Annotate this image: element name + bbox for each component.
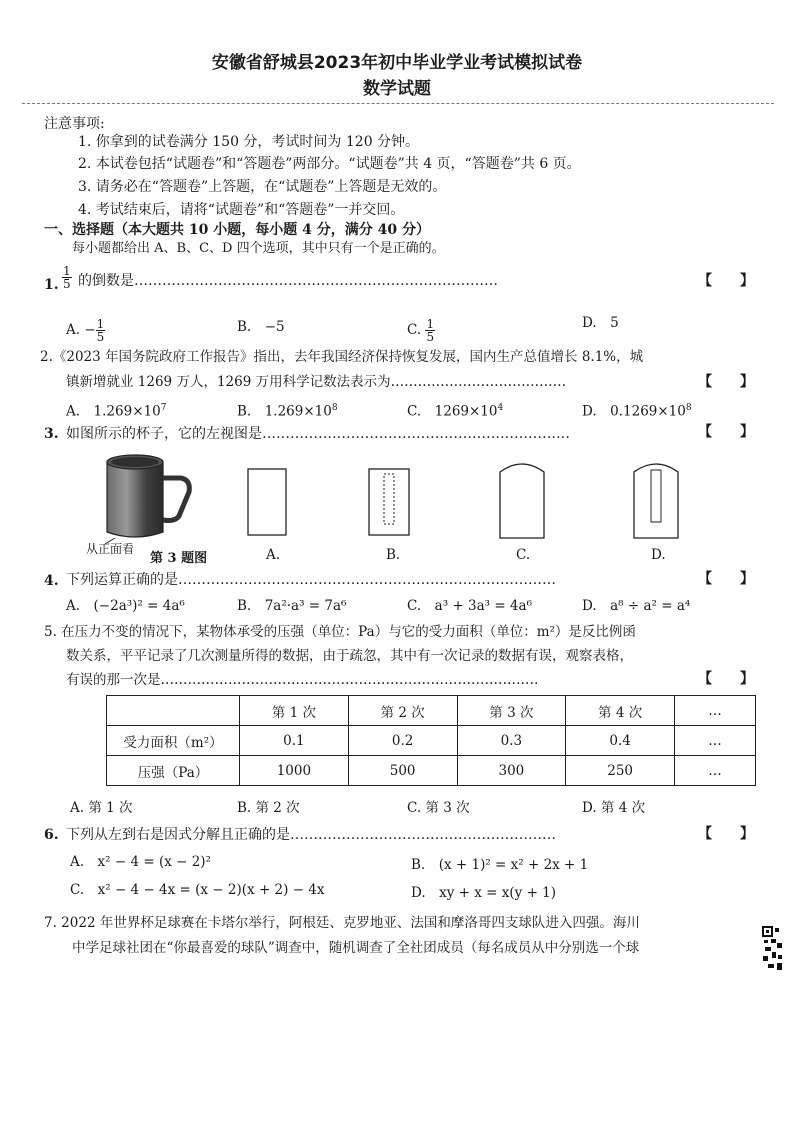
q2-option-c — [407, 399, 503, 421]
exam-subtitle: 数学试题 — [363, 79, 431, 99]
q5-option-b: B. 第 2 次 — [237, 800, 300, 816]
table-header-cell: 第 4 次 — [566, 696, 675, 726]
q5-option-d: D. 第 4 次 — [582, 800, 646, 816]
cup-figure — [95, 450, 205, 545]
q1-frac-den: 5 — [63, 277, 71, 291]
q5-line-3: 有误的那一次是………………………………………………………………………… — [66, 672, 539, 688]
table-header-cell: 第 3 次 — [457, 696, 566, 726]
table-cell: 0.1 — [240, 726, 349, 756]
table-header-cell: 第 2 次 — [348, 696, 457, 726]
table-cell: 0.4 — [566, 726, 675, 756]
q2-option-a-base: A. 1.269×10 — [66, 403, 161, 420]
q6-option-d: D. xy + x = x(y + 1) — [411, 885, 557, 901]
table-header-row — [107, 696, 756, 726]
table-header-cell: 第 1 次 — [240, 696, 349, 726]
q1-option-a-num: 1 — [96, 317, 105, 331]
q2-option-a — [66, 399, 166, 421]
q2-answer-bracket: 【 】 — [698, 374, 754, 390]
q2-option-d-base: D. 0.1269×10 — [582, 403, 686, 420]
q1-option-a-sign: − — [84, 322, 96, 338]
q4-stem: 下列运算正确的是……………………………………………………………………… — [66, 572, 556, 588]
table-cell: 0.3 — [457, 726, 566, 756]
q2-option-a-exp: 7 — [160, 403, 167, 413]
q1-option-b: B. −5 — [237, 319, 285, 335]
notice-item-4: 4. 考试结束后，请将“试题卷”和“答题卷”一并交回。 — [78, 202, 405, 218]
q6-stem: 下列从左到右是因式分解且正确的是………………………………………………… — [66, 827, 556, 843]
table-header-cell — [107, 696, 240, 726]
pressure-table — [106, 695, 756, 786]
q6-option-c: C. x² − 4 − 4x = (x − 2)(x + 2) − 4x — [70, 882, 325, 898]
q4-option-b: B. 7a²·a³ = 7a⁶ — [237, 598, 347, 614]
q1-fraction — [62, 265, 72, 290]
notice-item-1: 1. 你拿到的试卷满分 150 分，考试时间为 120 分钟。 — [78, 134, 420, 150]
table-cell: 受力面积（m²） — [107, 726, 240, 756]
q3-number: 3. — [44, 426, 59, 442]
q2-option-c-base: C. 1269×10 — [407, 403, 498, 420]
q5-answer-bracket: 【 】 — [698, 671, 754, 687]
q3-label-b: B. — [386, 547, 401, 563]
q1-option-c-label: C. — [407, 322, 422, 338]
q3-stem: 如图所示的杯子，它的左视图是………………………………………………………… — [66, 426, 570, 442]
table-cell: … — [675, 726, 756, 756]
table-cell: … — [675, 756, 756, 786]
table-cell: 500 — [348, 756, 457, 786]
q1-option-a-label: A. — [66, 322, 81, 338]
section-heading: 一、选择题（本大题共 10 小题，每小题 4 分，满分 40 分） — [44, 222, 430, 238]
q1-option-a — [66, 318, 105, 343]
q2-option-b-exp: 8 — [331, 403, 338, 413]
table-cell: 0.2 — [348, 726, 457, 756]
q2-line-2: 镇新增就业 1269 万人，1269 万用科学记数法表示为………………………………… — [66, 374, 567, 390]
q6-number: 6. — [44, 827, 59, 843]
qr-code-fragment — [762, 925, 784, 973]
exam-title: 安徽省舒城县2023年初中毕业学业考试模拟试卷 — [211, 53, 583, 73]
q1-number: 1. — [44, 277, 59, 293]
table-row — [107, 756, 756, 786]
q2-option-d — [582, 399, 692, 421]
q1-option-d: D. 5 — [582, 315, 619, 331]
q5-line-1: 5. 在压力不变的情况下，某物体承受的压强（单位：Pa）与它的受力面积（单位：m²）是反比例函 — [44, 624, 636, 640]
q2-option-b — [237, 399, 338, 421]
q1-frac-num: 1 — [63, 264, 71, 278]
q4-option-d: D. a⁸ ÷ a² = a⁴ — [582, 598, 691, 614]
q1-option-a-den: 5 — [96, 330, 105, 344]
option-a-view — [247, 468, 287, 538]
q7-line-2: 中学足球社团在“你最喜爱的球队”调查中，随机调查了全社团成员（每名成员从中分别选一个球 — [72, 940, 640, 956]
option-b-view — [368, 468, 410, 538]
q2-option-d-exp: 8 — [685, 403, 692, 413]
q1-stem: 的倒数是…………………………………………………………………… — [78, 273, 498, 289]
table-cell: 1000 — [240, 756, 349, 786]
q1-option-c — [407, 318, 435, 343]
q6-option-a: A. x² − 4 = (x − 2)² — [70, 854, 211, 870]
table-cell: 250 — [566, 756, 675, 786]
q2-option-c-exp: 4 — [497, 403, 504, 413]
q3-label-d: D. — [651, 547, 666, 563]
q6-answer-bracket: 【 】 — [698, 826, 754, 842]
header-divider — [22, 103, 774, 104]
notice-item-2: 2. 本试卷包括“试题卷”和“答题卷”两部分。“试题卷”共 4 页，“答题卷”共 6 页。 — [78, 156, 581, 172]
notice-heading: 注意事项: — [44, 116, 105, 132]
table-cell: 300 — [457, 756, 566, 786]
figure-caption: 第 3 题图 — [150, 551, 208, 566]
table-cell: 压强（Pa） — [107, 756, 240, 786]
notice-item-3: 3. 请务必在“答题卷”上答题，在“试题卷”上答题是无效的。 — [78, 179, 447, 195]
q3-label-a: A. — [266, 547, 281, 563]
option-d-view — [633, 460, 679, 540]
q2-line-1: 2.《2023 年国务院政府工作报告》指出，去年我国经济保持恢复发展，国内生产总值增长 8.1%，城 — [40, 349, 644, 365]
table-header-cell: … — [675, 696, 756, 726]
q3-label-c: C. — [516, 547, 531, 563]
q7-line-1: 7. 2022 年世界杯足球赛在卡塔尔举行，阿根廷、克罗地亚、法国和摩洛哥四支球队进入四强。海川 — [44, 915, 640, 931]
q5-line-2: 数关系，平平记录了几次测量所得的数据，由于疏忽，其中有一次记录的数据有误，观察表格， — [66, 648, 633, 664]
q4-option-a: A. (−2a³)² = 4a⁶ — [66, 598, 185, 614]
q4-option-c: C. a³ + 3a³ = 4a⁶ — [407, 598, 532, 614]
option-c-view — [499, 460, 545, 540]
q2-option-b-base: B. 1.269×10 — [237, 403, 332, 420]
q5-option-a: A. 第 1 次 — [70, 800, 133, 816]
q3-answer-bracket: 【 】 — [698, 424, 754, 440]
section-instruction: 每小题都给出 A、B、C、D 四个选项，其中只有一个是正确的。 — [72, 241, 445, 256]
q1-answer-bracket: 【 】 — [698, 273, 754, 289]
table-row — [107, 726, 756, 756]
cup-view-label: 从正面看 — [86, 542, 135, 556]
q1-option-c-num: 1 — [426, 317, 435, 331]
q6-option-b: B. (x + 1)² = x² + 2x + 1 — [411, 857, 589, 873]
q4-number: 4. — [44, 573, 59, 589]
q4-answer-bracket: 【 】 — [698, 571, 754, 587]
q5-option-c: C. 第 3 次 — [407, 800, 470, 816]
q1-option-c-den: 5 — [426, 330, 435, 344]
